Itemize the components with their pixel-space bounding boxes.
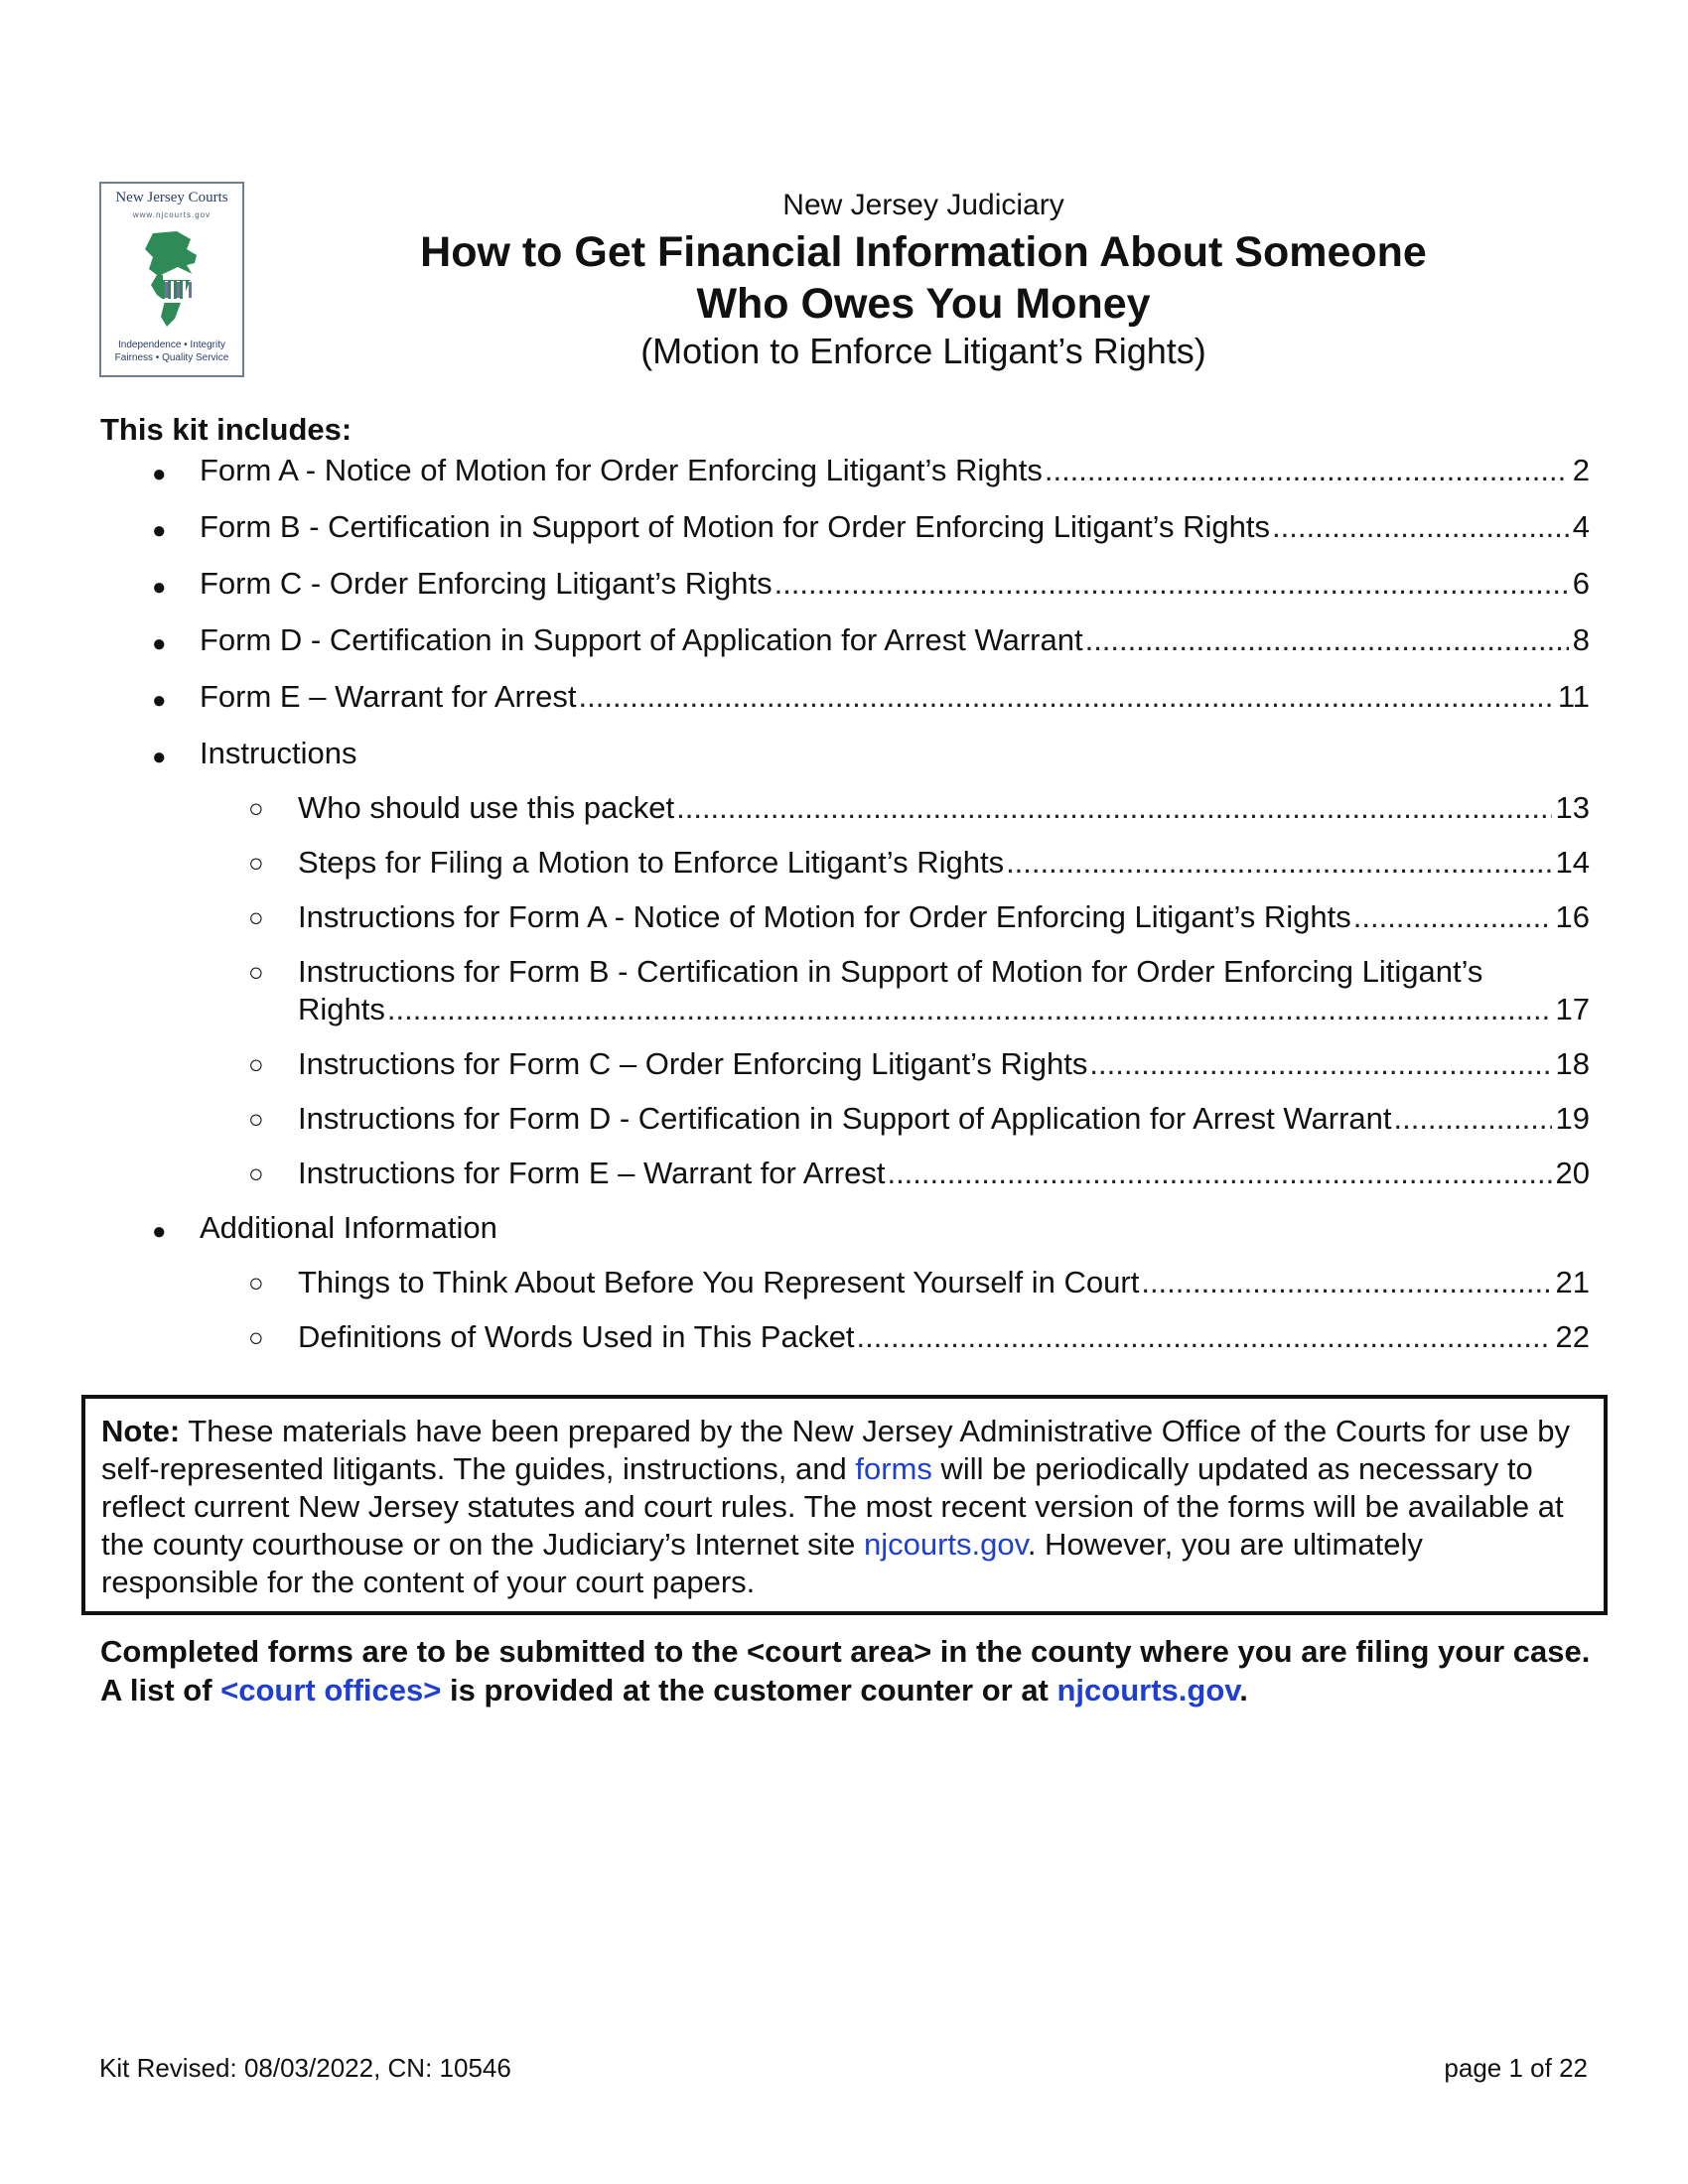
toc-item-instructions-form-e[interactable] bbox=[298, 1155, 1590, 1192]
bullet-icon: ● bbox=[152, 461, 167, 487]
kit-revision-info: Kit Revised: 08/03/2022, CN: 10546 bbox=[99, 2053, 511, 2083]
document-title-line1: How to Get Financial Information About Someone bbox=[420, 228, 1427, 276]
document-title-line2: Who Owes You Money bbox=[696, 280, 1151, 328]
toc-item-instructions-form-b[interactable] bbox=[298, 991, 1590, 1028]
toc-item-text: Instructions for Form A - Notice of Motion for Order Enforcing Litigant’s Rights bbox=[298, 899, 1351, 934]
toc-item-text: Definitions of Words Used in This Packet bbox=[298, 1319, 855, 1354]
court-offices-link[interactable]: <court offices> bbox=[220, 1673, 442, 1707]
toc-item-page: 13 bbox=[1555, 790, 1590, 825]
note-label: Note: bbox=[101, 1414, 181, 1448]
forms-link[interactable]: forms bbox=[855, 1451, 932, 1486]
note-box bbox=[81, 1395, 1608, 1615]
toc-item-instructions-form-d[interactable] bbox=[298, 1100, 1590, 1138]
toc-item-steps-for-filing[interactable] bbox=[298, 844, 1590, 882]
toc-item-text: Form D - Certification in Support of Application for Arrest Warrant bbox=[200, 622, 1083, 657]
toc-item-page: 16 bbox=[1555, 899, 1590, 934]
circle-bullet-icon: ○ bbox=[248, 957, 264, 987]
toc-item-instructions-form-c[interactable] bbox=[298, 1045, 1590, 1083]
submission-text-part2: is provided at the customer counter or at bbox=[441, 1673, 1057, 1707]
logo-motto-line2: Fairness • Quality Service bbox=[114, 352, 229, 363]
circle-bullet-icon: ○ bbox=[248, 793, 264, 823]
toc-item-page: 19 bbox=[1555, 1101, 1590, 1136]
toc-item-who-should-use[interactable] bbox=[298, 789, 1590, 827]
page-number: page 1 of 22 bbox=[1444, 2053, 1588, 2083]
circle-bullet-icon: ○ bbox=[248, 1159, 264, 1188]
toc-section-instructions: Instructions bbox=[200, 736, 357, 770]
organization-name: New Jersey Judiciary bbox=[782, 189, 1064, 221]
toc-item-things-to-think-about[interactable] bbox=[298, 1264, 1590, 1301]
note-text-part3: . However, you are ultimately responsible for the content of your court papers. bbox=[101, 1527, 1423, 1599]
document-subtitle: (Motion to Enforce Litigant’s Rights) bbox=[640, 331, 1206, 371]
toc-item-page: 2 bbox=[1572, 453, 1590, 487]
toc-item-text: Form A - Notice of Motion for Order Enforcing Litigant’s Rights bbox=[200, 453, 1043, 487]
bullet-icon: ● bbox=[152, 574, 167, 601]
toc-item-page: 11 bbox=[1557, 679, 1590, 714]
bullet-icon: ● bbox=[152, 1218, 167, 1245]
kit-includes-heading: This kit includes: bbox=[100, 412, 352, 447]
logo-motto-line1: Independence • Integrity bbox=[117, 340, 226, 350]
toc-item-text: Steps for Filing a Motion to Enforce Litigant’s Rights bbox=[298, 845, 1005, 880]
njcourts-link[interactable]: njcourts.gov bbox=[1056, 1673, 1240, 1707]
toc-item-text: Form B - Certification in Support of Motion for Order Enforcing Litigant’s Rights bbox=[200, 509, 1270, 544]
submission-text-part3: . bbox=[1239, 1673, 1248, 1707]
note-text-part2: will be periodically updated as necessary to reflect current New Jersey statutes and court rules. The most recent version of the forms will be available at the county courthouse or on the Judiciary’s Internet site bbox=[101, 1451, 1564, 1562]
bullet-icon: ● bbox=[152, 517, 167, 544]
circle-bullet-icon: ○ bbox=[248, 1268, 264, 1297]
bullet-icon: ● bbox=[152, 744, 167, 770]
nj-courts-logo bbox=[99, 182, 244, 377]
toc-item-form-e[interactable] bbox=[200, 678, 1590, 716]
toc-item-instructions-form-b-line1[interactable]: Instructions for Form B - Certification in Support of Motion for Order Enforcing Litigant’s bbox=[298, 954, 1483, 989]
note-text-part1: These materials have been prepared by the New Jersey Administrative Office of the Courts for use by self-represented litigants. The guides, instructions, and bbox=[101, 1414, 1570, 1486]
toc-item-page: 4 bbox=[1572, 509, 1590, 544]
toc-item-text: Instructions for Form C – Order Enforcing Litigant’s Rights bbox=[298, 1046, 1088, 1081]
toc-item-page: 21 bbox=[1555, 1265, 1590, 1299]
toc-item-instructions-form-a[interactable] bbox=[298, 898, 1590, 936]
toc-item-page: 17 bbox=[1555, 992, 1590, 1026]
toc-section-additional-information: Additional Information bbox=[200, 1210, 497, 1245]
submission-instructions bbox=[100, 1632, 1610, 1709]
circle-bullet-icon: ○ bbox=[248, 848, 264, 878]
njcourts-link[interactable]: njcourts.gov bbox=[863, 1527, 1028, 1562]
toc-item-page: 18 bbox=[1555, 1046, 1590, 1081]
logo-url: www.njcourts.gov bbox=[132, 210, 211, 219]
toc-item-form-a[interactable] bbox=[200, 452, 1590, 489]
logo-motto bbox=[103, 339, 240, 364]
circle-bullet-icon: ○ bbox=[248, 1049, 264, 1079]
toc-item-text: Rights bbox=[298, 992, 385, 1026]
toc-item-text: Who should use this packet bbox=[298, 790, 675, 825]
toc-item-form-c[interactable] bbox=[200, 565, 1590, 603]
circle-bullet-icon: ○ bbox=[248, 1104, 264, 1134]
toc-item-page: 6 bbox=[1572, 566, 1590, 601]
document-header bbox=[298, 187, 1549, 373]
bullet-icon: ● bbox=[152, 630, 167, 657]
submission-text-part1: Completed forms are to be submitted to the <court area> in the county where you are filing your case. A list of bbox=[100, 1634, 1591, 1707]
logo-title: New Jersey Courts bbox=[115, 190, 228, 205]
toc-item-text: Form C - Order Enforcing Litigant’s Rights bbox=[200, 566, 773, 601]
toc-item-page: 8 bbox=[1572, 622, 1590, 657]
toc-item-page: 20 bbox=[1555, 1156, 1590, 1190]
toc-item-text: Form E – Warrant for Arrest bbox=[200, 679, 577, 714]
toc-item-page: 14 bbox=[1555, 845, 1590, 880]
toc-item-form-d[interactable] bbox=[200, 621, 1590, 659]
toc-item-definitions[interactable] bbox=[298, 1318, 1590, 1356]
bullet-icon: ● bbox=[152, 687, 167, 714]
circle-bullet-icon: ○ bbox=[248, 902, 264, 932]
toc-item-text: Instructions for Form E – Warrant for Arrest bbox=[298, 1156, 886, 1190]
nj-state-courthouse-icon bbox=[137, 229, 211, 331]
toc-item-text: Things to Think About Before You Represent Yourself in Court bbox=[298, 1265, 1140, 1299]
circle-bullet-icon: ○ bbox=[248, 1322, 264, 1352]
toc-item-page: 22 bbox=[1555, 1319, 1590, 1354]
toc-item-text: Instructions for Form D - Certification in Support of Application for Arrest Warrant bbox=[298, 1101, 1392, 1136]
toc-item-form-b[interactable] bbox=[200, 508, 1590, 546]
